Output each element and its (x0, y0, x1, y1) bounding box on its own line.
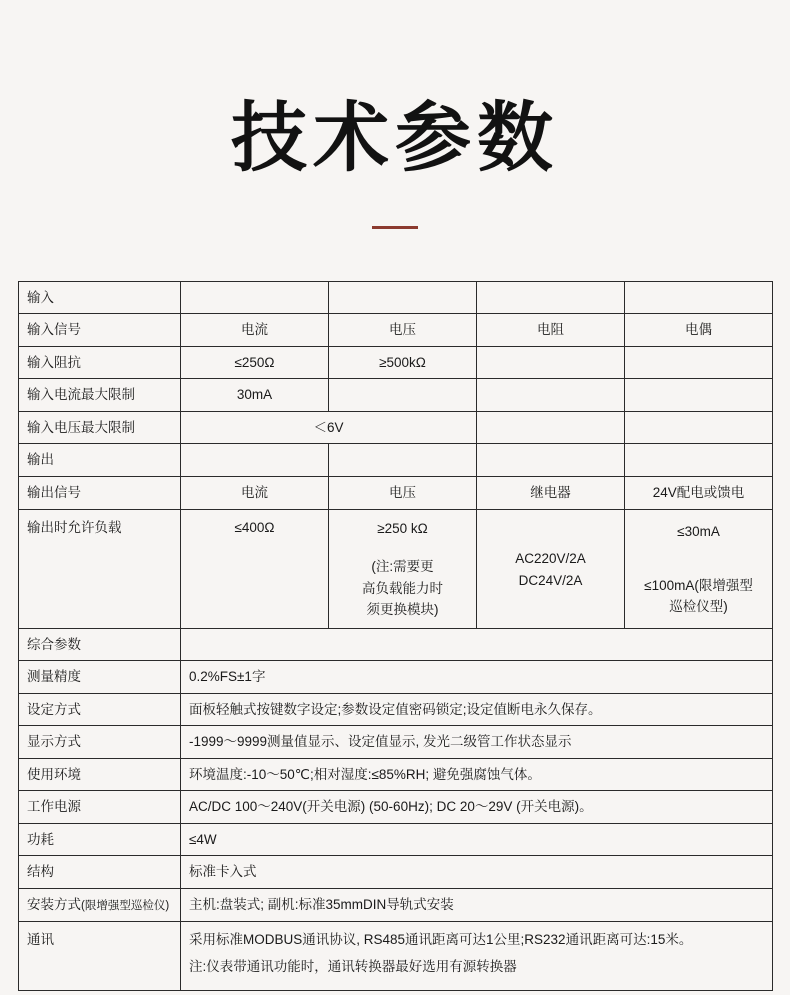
table-row (19, 411, 773, 444)
input-impedance-label: 输入阻抗 (19, 346, 181, 379)
empty-cell (625, 379, 773, 412)
install-label-main: 安装方式 (27, 897, 81, 913)
input-impedance-current: ≤250Ω (181, 346, 329, 379)
empty-cell (329, 444, 477, 477)
comm-value (181, 921, 773, 990)
output-load-current: ≤400Ω (181, 509, 329, 628)
output-load-relay-ac: AC220V/2A (515, 550, 586, 566)
output-load-24v-3: 巡检仪型) (669, 599, 728, 615)
table-row (19, 379, 773, 412)
output-load-label: 输出时允许负载 (19, 509, 181, 628)
empty-cell (625, 281, 773, 314)
output-signal-24v: 24V配电或馈电 (625, 476, 773, 509)
spec-table-wrapper (18, 281, 772, 991)
consumption-label: 功耗 (19, 823, 181, 856)
accuracy-value: 0.2%FS±1字 (181, 661, 773, 694)
empty-cell (181, 628, 773, 661)
empty-cell (329, 281, 477, 314)
output-load-24v-2: ≤100mA(限增强型 (644, 577, 753, 593)
comm-label: 通讯 (19, 921, 181, 990)
empty-cell (477, 281, 625, 314)
output-signal-current: 电流 (181, 476, 329, 509)
empty-cell (181, 444, 329, 477)
accuracy-label: 测量精度 (19, 661, 181, 694)
input-current-max-value: 30mA (181, 379, 329, 412)
input-signal-current: 电流 (181, 314, 329, 347)
empty-cell (477, 379, 625, 412)
display-value: -1999～9999测量值显示、设定值显示, 发光二级管工作状态显示 (181, 726, 773, 759)
table-row (19, 823, 773, 856)
structure-label: 结构 (19, 856, 181, 889)
table-row (19, 476, 773, 509)
table-row (19, 509, 773, 628)
output-section-header: 输出 (19, 444, 181, 477)
output-load-24v (625, 509, 773, 628)
table-row (19, 444, 773, 477)
table-row (19, 693, 773, 726)
install-value: 主机:盘装式; 副机:标准35mmDIN导轨式安装 (181, 889, 773, 922)
setting-value: 面板轻触式按键数字设定;参数设定值密码锁定;设定值断电永久保存。 (181, 693, 773, 726)
page-title: 技术参数 (231, 93, 559, 182)
output-load-voltage-note3: 须更换模块) (366, 602, 439, 618)
table-row (19, 628, 773, 661)
empty-cell (625, 444, 773, 477)
input-section-header: 输入 (19, 281, 181, 314)
empty-cell (181, 281, 329, 314)
spacer (633, 559, 764, 575)
environment-value: 环境温度:-10～50℃;相对湿度:≤85%RH; 避免强腐蚀气体。 (181, 758, 773, 791)
input-impedance-voltage: ≥500kΩ (329, 346, 477, 379)
input-signal-resistance: 电阻 (477, 314, 625, 347)
output-load-24v-1: ≤30mA (677, 524, 720, 540)
empty-cell (477, 411, 625, 444)
table-row (19, 758, 773, 791)
structure-value: 标准卡入式 (181, 856, 773, 889)
table-row (19, 921, 773, 990)
input-signal-voltage: 电压 (329, 314, 477, 347)
comm-value-line1: 采用标准MODBUS通讯协议, RS485通讯距离可达1公里;RS232通讯距离可达:15米。 (189, 931, 693, 947)
environment-label: 使用环境 (19, 758, 181, 791)
empty-cell (477, 444, 625, 477)
table-row (19, 889, 773, 922)
output-load-voltage-note1: (注:需要更 (371, 558, 434, 574)
input-voltage-max-value: ＜6V (181, 411, 477, 444)
table-row (19, 726, 773, 759)
install-label-note: (限增强型巡检仪) (81, 900, 170, 913)
input-signal-thermocouple: 电偶 (625, 314, 773, 347)
title-divider (372, 226, 418, 229)
display-label: 显示方式 (19, 726, 181, 759)
comm-value-line2: 注:仪表带通讯功能时，通讯转换器最好选用有源转换器 (189, 959, 517, 975)
setting-label: 设定方式 (19, 693, 181, 726)
install-label (19, 889, 181, 922)
output-load-relay-dc: DC24V/2A (518, 572, 583, 588)
specification-table (18, 281, 773, 991)
output-load-voltage-note2: 高负载能力时 (362, 580, 443, 596)
output-signal-voltage: 电压 (329, 476, 477, 509)
input-voltage-max-label: 输入电压最大限制 (19, 411, 181, 444)
consumption-value: ≤4W (181, 823, 773, 856)
output-load-voltage (329, 509, 477, 628)
title-block (0, 0, 790, 229)
table-row (19, 661, 773, 694)
output-signal-relay: 继电器 (477, 476, 625, 509)
table-row (19, 856, 773, 889)
power-label: 工作电源 (19, 791, 181, 824)
output-signal-label: 输出信号 (19, 476, 181, 509)
table-row (19, 346, 773, 379)
input-impedance-resistance (477, 346, 625, 379)
table-row (19, 281, 773, 314)
output-load-relay (477, 509, 625, 628)
empty-cell (329, 379, 477, 412)
general-section-header: 综合参数 (19, 628, 181, 661)
output-load-voltage-main: ≥250 kΩ (377, 521, 428, 537)
power-value: AC/DC 100～240V(开关电源) (50-60Hz); DC 20～29V (开关电源)。 (181, 791, 773, 824)
table-row (19, 791, 773, 824)
spacer (337, 540, 468, 556)
spacer (633, 543, 764, 559)
input-signal-label: 输入信号 (19, 314, 181, 347)
input-impedance-thermocouple (625, 346, 773, 379)
table-row (19, 314, 773, 347)
input-current-max-label: 输入电流最大限制 (19, 379, 181, 412)
empty-cell (625, 411, 773, 444)
